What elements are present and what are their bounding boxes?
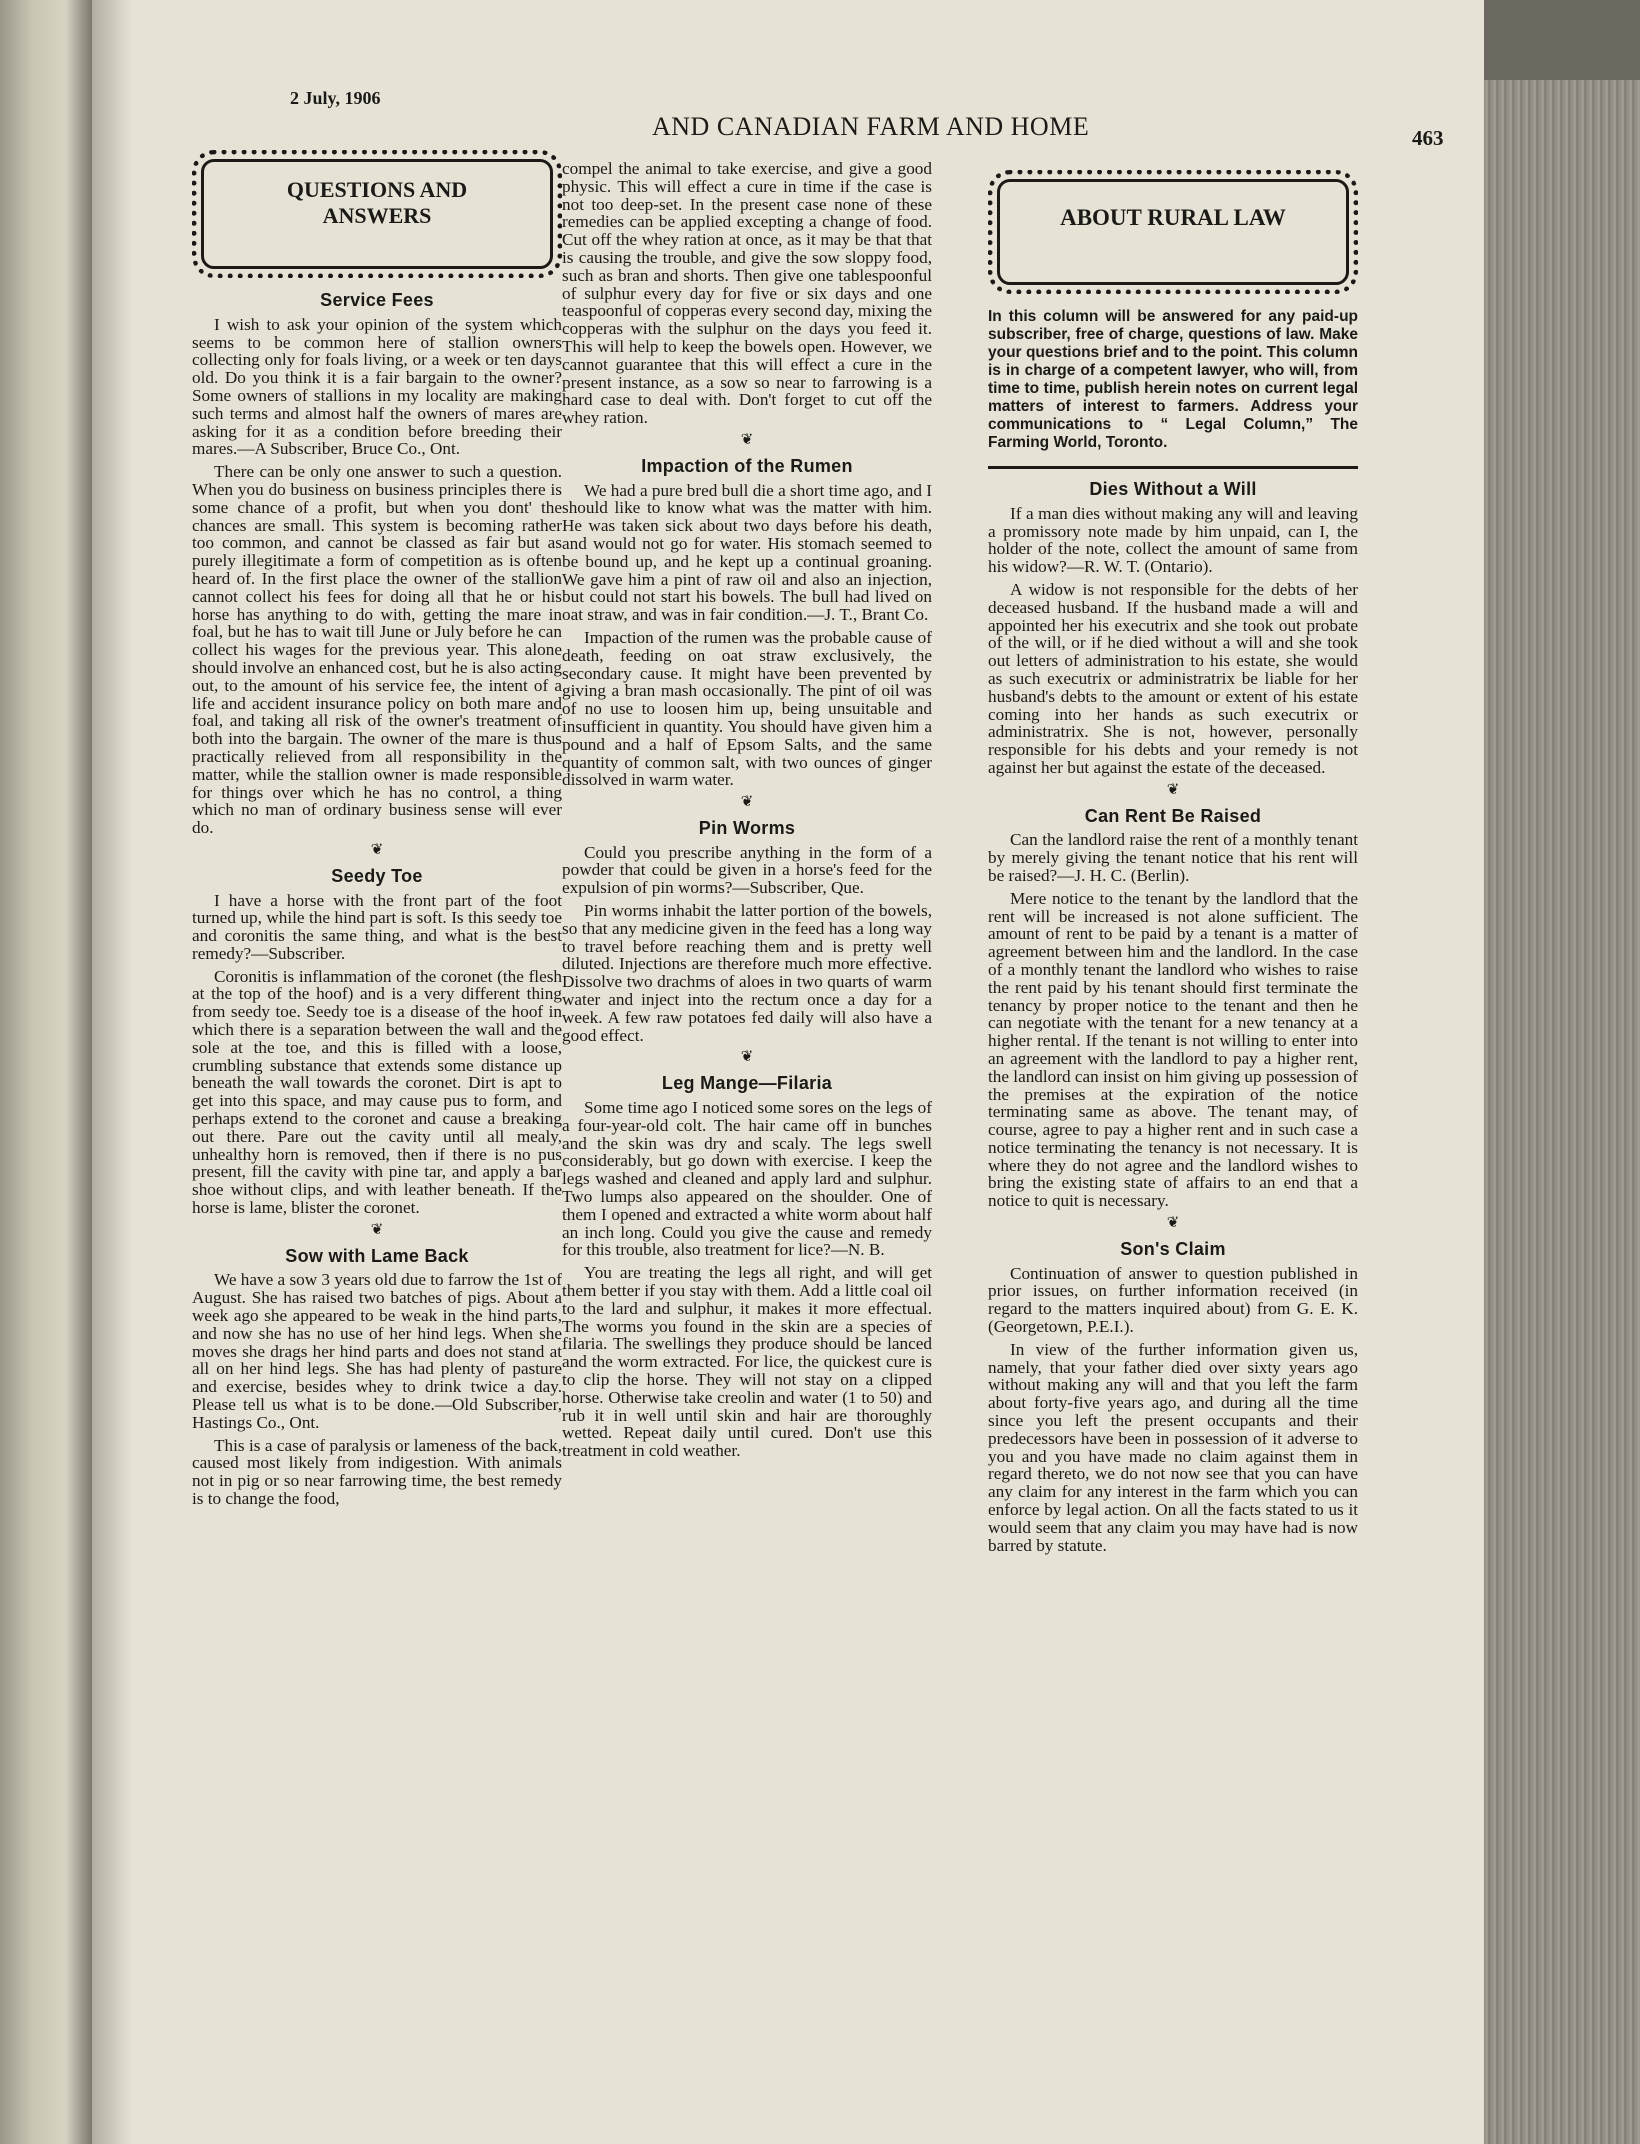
ornament-icon: ❦ bbox=[740, 431, 754, 448]
rural-law-banner bbox=[988, 170, 1358, 294]
section-heading: Can Rent Be Raised bbox=[1084, 805, 1262, 826]
running-title: AND CANADIAN FARM AND HOME bbox=[652, 112, 1090, 141]
magazine-page bbox=[92, 0, 1484, 2144]
section-heading: Son's Claim bbox=[1120, 1238, 1226, 1259]
intro-text: Continuation of answer to question published in prior issues, on further information received (in regard to the matters inquired about) from G. E. K. (Georgetown, P.E.I.). bbox=[988, 1263, 1358, 1337]
ornament-icon: ❦ bbox=[370, 841, 384, 858]
banner-title-line1: QUESTIONS AND bbox=[286, 177, 468, 202]
answer-text: This is a case of paralysis or lameness of the back, caused most likely from indigestion. With animals not in pig or so near farrowing time, the best remedy is to change the food, bbox=[192, 1435, 562, 1508]
answer-text: Coronitis is inflammation of the coronet (the flesh at the top of the hoof) and is a very different thing from seedy toe. Seedy toe is a disease of the hoof in which there is a separation between the wall and the sole at the toe, and this is filled with a loose, crumbling substance that extends some distance up beneath the wall towards the coronet. Dirt is apt to get into this space, and may cause pus to form, and perhaps extend to the coronet and cause a breaking out there. Pare out the cavity until all mealy, unhealthy horn is removed, then if there is no pus present, fill the cavity with pine tar, and apply a bar shoe without clips, and with leather beneath. If the horse is lame, blister the coronet. bbox=[192, 966, 562, 1218]
ornament-icon: ❦ bbox=[740, 794, 754, 811]
section-heading: Impaction of the Rumen bbox=[641, 455, 853, 476]
divider-rule bbox=[988, 466, 1358, 469]
section-heading: Service Fees bbox=[320, 290, 434, 310]
book-page-edges bbox=[1484, 80, 1640, 2144]
column-right bbox=[988, 170, 1358, 1559]
questions-answers-banner bbox=[192, 150, 562, 278]
column-notice bbox=[988, 308, 1358, 452]
answer-text: Mere notice to the tenant by the landlord that the rent will be increased is not alone sufficient. The amount of rent to be paid by a tenant is a matter of agreement between him and the landlord. In the case of a monthly tenant the landlord who wishes to raise the rent paid by his tenant should first terminate the tenancy by proper notice to the tenant and then he can negotiate with the tenant for a new tenancy at a higher rental. If the tenant is not willing to enter into an agreement with the landlord to pay a higher rent, the landlord can insist on him giving up possession of the premises at the expiration of the notice terminating same as above. The tenant may, of course, agree to pay a higher rent and in such case a notice terminating the tenancy is not necessary. It is where they do not agree and the landlord wishes to bring the existing state of affairs to an end that a notice to quit is necessary. bbox=[988, 888, 1358, 1211]
question-text: We have a sow 3 years old due to farrow the 1st of August. She has raised two batches of pigs. About a week ago she appeared to be weak in the hind parts, and now she has no use of her hind legs. When she moves she drags her hind parts and does not stand at all on her hind legs. She has had plenty of pasture and exercise, besides whey to drink twice a day. Please tell us what is to be done.—Old Subscriber, Hastings Co., Ont. bbox=[192, 1270, 562, 1432]
question-text: I have a horse with the front part of the foot turned up, while the hind part is soft. Is this seedy toe and coronitis the same thing, and what is the best remedy?—Subscriber. bbox=[192, 890, 562, 963]
page-number: 463 bbox=[1412, 126, 1444, 150]
question-text: Some time ago I noticed some sores on the legs of a four-year-old colt. The hair came off in bunches and the skin was dry and scaly. The legs swell considerably, but go down with exercise. I keep the legs washed and cleaned and apply lard and sulphur. Two lumps also appeared on the shoulder. One of them I opened and extracted a white worm about half an inch long. Could you give the cause and remedy for this trouble, also treatment for lice?—N. B. bbox=[562, 1098, 932, 1260]
answer-text: Impaction of the rumen was the probable cause of death, feeding on oat straw exclusively, the secondary cause. It might have been prevented by giving a bran mash occasionally. The pint of oil was of no use to loosen him up, being unsuitable and insufficient in quantity. You should have given him a pound and a half of Epsom Salts, and the same quantity of common salt, with two ounces of ginger dissolved in warm water. bbox=[562, 627, 932, 790]
answer-text: There can be only one answer to such a question. When you do business on business principles there is some chance of a profit, but when you dont' the chances are small. This system is becoming rather too common, and cannot be classed as fair but as purely illegitimate a form of competition as is often heard of. In the first place the owner of the stallion cannot collect his fees for doing all that he or his horse has anything to do with, getting the mare in foal, but he has to wait till June or July before he can collect his wages for the previous year. This alone should involve an enhanced cost, but he is also acting out, to the amount of his service fee, the intent of a life and accident insurance policy on both mare and foal, and taking all risk of the owner's treatment of both into the bargain. The owner of the mare is thus practically relieved from all responsibility in the matter, while the stallion owner is made responsible for things over which he has no control, a thing which no man of ordinary business sense will ever do. bbox=[192, 462, 562, 838]
answer-text: You are treating the legs all right, and will get them better if you stay with them. Add a little coal oil to the lard and sulphur, it makes it more effectual. The worms you found in the skin are a species of filaria. The swellings they produce should be lanced and the worm extracted. For lice, the quickest cure is to clip the horse. They will not stay on a clipped horse. Otherwise take creolin and water (1 to 50) and rub it in well until skin and hair are thoroughly wetted. Repeat daily until cured. Don't use this treatment in cold weather. bbox=[562, 1263, 932, 1461]
answer-text: Pin worms inhabit the latter portion of the bowels, so that any medicine given in the feed has a long way to travel before reaching them and is pretty well diluted. Injections are therefore much more effective. Dissolve two drachms of aloes in two quarts of warm water and inject into the rectum once a day for a week. A few raw potatoes fed daily will also have a good effect. bbox=[562, 901, 932, 1045]
question-text: I wish to ask your opinion of the system which seems to be common here of stallion owners collecting only for foals living, or a week or ten days old. Do you think it is a fair bargain to the owner? Some owners of stallions in my locality are making such terms and almost half the owners of mares are asking for it as a condition before breeding their mares.—A Subscriber, Bruce Co., Ont. bbox=[192, 314, 562, 459]
section-heading: Dies Without a Will bbox=[1089, 479, 1257, 499]
question-text: Can the landlord raise the rent of a monthly tenant by merely giving the tenant notice that his rent will be raised?—J. H. C. (Berlin). bbox=[988, 830, 1358, 885]
answer-text: A widow is not responsible for the debts of her deceased husband. If the husband made a will and appointed her his executrix and she took out probate of the will, or if he died without a will and she took out letters of administration to his estate, she would as such executrix or administratrix be liable for her husband's debts to the amount or extent of his estate coming into her hands as such executrix or administratrix. She is not, however, personally responsible for his debts and your remedy is not against her but against the estate of the deceased. bbox=[988, 579, 1358, 777]
column-middle bbox=[562, 160, 932, 1465]
banner-title-line2: ANSWERS bbox=[322, 203, 432, 228]
section-heading: Leg Mange—Filaria bbox=[661, 1073, 833, 1094]
ornament-icon: ❦ bbox=[370, 1221, 384, 1238]
section-heading: Seedy Toe bbox=[331, 865, 423, 886]
ornament-icon: ❦ bbox=[1166, 781, 1180, 798]
answer-text: In view of the further information given us, namely, that your father died over sixty years ago without making any will and that you left the farm about forty-five years ago, and during all the time since you left the present occupants and their predecessors have been in possession of it adverse to you and you have made no claim against them in regard thereto, we do not now see that you can have any claim for any interest in the farm which you can enforce by legal action. On all the facts stated to us it would seem that any claim you may have had is now barred by statute. bbox=[988, 1339, 1358, 1555]
section-heading: Pin Worms bbox=[698, 817, 796, 838]
column-left bbox=[192, 150, 562, 1513]
page-date: 2 July, 1906 bbox=[290, 88, 381, 108]
banner-title: ABOUT RURAL LAW bbox=[1060, 205, 1286, 230]
book-binding-left bbox=[0, 0, 92, 2144]
answer-text: compel the animal to take exercise, and give a good physic. This will effect a cure in time if the case is not too deep-set. In the present case none of these remedies can be applied excepting a change of food. Cut off the whey ration at once, as it may be that that is causing the trouble, and give the sow sloppy food, such as bran and shorts. Then give one tablespoonful of sulphur every day for five or six days and one teaspoonful of copperas every second day, mixing the copperas with the sulphur on the days you feed it. This will help to keep the bowels open. However, we cannot guarantee that this will effect a cure in the present instance, as a sow so near to farrowing is a hard case to deal with. Don't forget to cut off the whey ration. bbox=[562, 159, 932, 428]
section-heading: Sow with Lame Back bbox=[285, 1245, 469, 1266]
question-text: Could you prescribe anything in the form of a powder that could be given in a horse's feed for the expulsion of pin worms?—Subscriber, Que. bbox=[562, 842, 932, 898]
question-text: If a man dies without making any will and leaving a promissory note made by him unpaid, can I, the holder of the note, collect the amount of same from his widow?—R. W. T. (Ontario). bbox=[988, 503, 1358, 577]
ornament-icon: ❦ bbox=[1166, 1215, 1180, 1232]
question-text: We had a pure bred bull die a short time ago, and I should like to know what was the matter with him. He was taken sick about two days before his death, and would not go for water. His stomach seemed to be bound up, and he kept up a continual groaning. We gave him a pint of raw oil and also an injection, but could not start his bowels. The bull had lived on oat straw, and was in fair condition.—J. T., Brant Co. bbox=[562, 480, 932, 625]
notice-text: In this column will be answered for any paid-up subscriber, free of charge, questions of law. Make your questions brief and to the point. This column is in charge of a competent lawyer, who will, from time to time, publish herein notes on current legal matters of interest to farmers. Address your communications to “ Legal Column,” The Farming World, Toronto. bbox=[988, 308, 1358, 451]
ornament-icon: ❦ bbox=[740, 1049, 754, 1066]
